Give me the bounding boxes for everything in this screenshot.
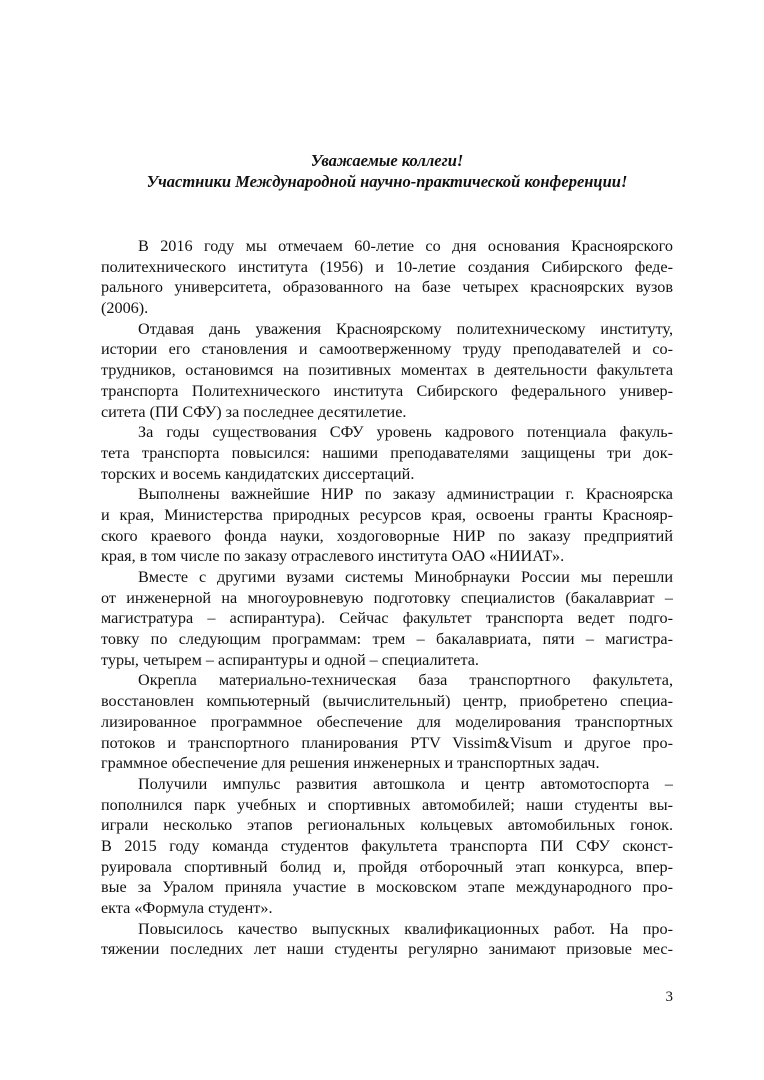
text-line: истории его становления и самоотверженному труду преподавателей и со- [101, 340, 673, 359]
text-line: туры, четырем – аспирантуры и одной – специалитета. [101, 650, 479, 669]
greeting-heading [100, 150, 674, 192]
text-line: За годы существования СФУ уровень кадрового потенциала факуль- [138, 423, 673, 442]
text-line: играли несколько этапов региональных кольцевых автомобильных гонок. [101, 816, 673, 835]
text-line: В 2016 году мы отмечаем 60-летие со дня основания Красноярского [138, 237, 673, 255]
text-line: восстановлен компьютерный (вычислительный) центр, приобретено специа- [101, 692, 673, 711]
text-line: В 2015 году команда студентов факультета транспорта ПИ СФУ сконст- [101, 836, 673, 855]
body-text [101, 236, 673, 960]
text-line: товку по следующим программам: трем – бакалавриата, пяти – магистра- [101, 630, 673, 649]
text-line: тяжении последних лет наши студенты регулярно занимают призовые мес- [101, 940, 673, 959]
text-line: потоков и транспортного планирования PTV Vissim&Visum и другое про- [101, 733, 673, 752]
text-line: Повысилось качество выпускных квалификационных работ. На про- [138, 919, 673, 938]
text-line: ского краевого фонда науки, хоздоговорные НИР по заказу предприятий [101, 526, 673, 545]
text-line: Получили импульс развития автошкола и центр автомотоспорта – [138, 774, 673, 793]
text-line: от инженерной на многоуровневую подготовку специалистов (бакалавриат – [101, 588, 673, 607]
text-line: транспорта Политехнического института Сибирского федерального универ- [101, 381, 673, 400]
text-line: екта «Формула студент». [101, 899, 273, 917]
text-line: Отдавая дань уважения Красноярскому политехническому институту, [138, 319, 673, 338]
text-line: тета транспорта повысился: нашими преподавателями защищены три док- [101, 443, 673, 462]
page-number: 3 [665, 989, 673, 1005]
text-line: (2006). [101, 299, 149, 318]
text-line: лизированное программное обеспечение для моделирования транспортных [101, 712, 673, 731]
text-line: Окрепла материально-техническая база транспортного факультета, [138, 671, 673, 690]
text-line: Вместе с другими вузами системы Минобрнауки России мы перешли [138, 568, 673, 586]
text-line: Выполнены важнейшие НИР по заказу администрации г. Красноярска [138, 485, 673, 504]
text-line: политехнического института (1956) и 10-летие создания Сибирского феде- [101, 257, 673, 276]
text-line: рального университета, образованного на базе четырех красноярских вузов [101, 278, 673, 297]
heading-line-2: Участники Международной научно-практической конференции! [146, 172, 628, 191]
text-line: граммное обеспечение для решения инженерных и транспортных задач. [101, 754, 600, 773]
text-line: ситета (ПИ СФУ) за последнее десятилетие. [101, 402, 407, 421]
text-line: торских и восемь кандидатских диссертаций. [101, 464, 415, 483]
text-line: пополнился парк учебных и спортивных автомобилей; наши студенты вы- [101, 795, 673, 814]
text-line: магистратура – аспирантура). Сейчас факультет транспорта ведет подго- [101, 609, 673, 628]
text-line: вые за Уралом приняла участие в московском этапе международного про- [101, 878, 673, 897]
text-line: трудников, остановимся на позитивных моментах в деятельности факультета [101, 361, 673, 380]
heading-line-1: Уважаемые коллеги! [310, 151, 464, 170]
text-line: и края, Министерства природных ресурсов края, освоены гранты Краснояр- [101, 505, 673, 524]
text-line: края, в том числе по заказу отраслевого института ОАО «НИИАТ». [101, 547, 565, 566]
text-line: руировала спортивный болид и, пройдя отборочный этап конкурса, впер- [101, 857, 673, 876]
